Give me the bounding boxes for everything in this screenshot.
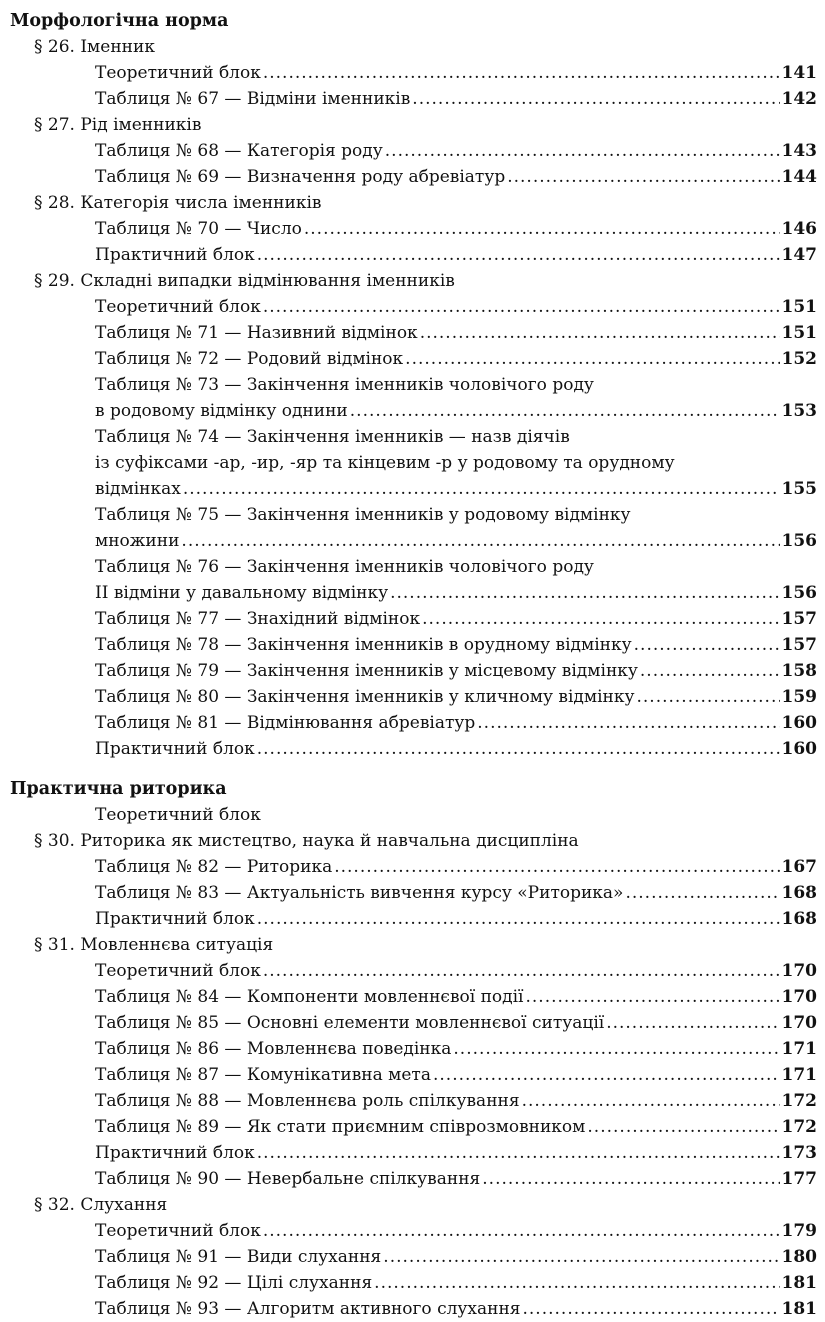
dot-leader [422, 606, 779, 632]
toc-section-heading [10, 776, 817, 802]
toc-entry [10, 424, 817, 450]
toc-entry [10, 1010, 817, 1036]
toc-entry-title: Таблиця № 85 — Основні елементи мовленнєвої ситуації [95, 1013, 605, 1033]
toc-entry-title: Таблиця № 81 — Відмінювання абревіатур [95, 713, 476, 733]
toc-entry-title: Таблиця № 78 — Закінчення іменників в орудному відмінку [95, 635, 632, 655]
toc-entry-title: Теоретичний блок [95, 1221, 261, 1241]
toc-entry-title: множини [95, 531, 180, 551]
toc-page-number: 141 [781, 63, 817, 83]
toc-page-number: 170 [781, 987, 817, 1007]
dot-leader [405, 346, 779, 372]
toc-entry [10, 320, 817, 346]
toc-entry [10, 294, 817, 320]
dot-leader [385, 138, 780, 164]
toc-entry-title: Таблиця № 69 — Визначення роду абревіатур [95, 167, 506, 187]
toc-page-number: 160 [781, 739, 817, 759]
toc-entry-title: Таблиця № 86 — Мовленнєва поведінка [95, 1039, 452, 1059]
toc-entry-title: ІІ відміни у давальному відмінку [95, 583, 389, 603]
toc-page-number: 146 [781, 219, 817, 239]
toc-paragraph-heading [10, 34, 817, 60]
toc-entry-title: § 32. Слухання [34, 1195, 168, 1215]
toc-page-number: 142 [781, 89, 817, 109]
dot-leader [507, 164, 779, 190]
toc-entry-title: Практичний блок [95, 245, 255, 265]
toc-entry [10, 216, 817, 242]
toc-entry-title: Теоретичний блок [95, 961, 261, 981]
dot-leader [636, 684, 779, 710]
toc-entry [10, 580, 817, 606]
toc-entry-title: Теоретичний блок [95, 805, 261, 825]
toc-entry [10, 60, 817, 86]
toc-entry [10, 372, 817, 398]
toc-entry [10, 450, 817, 476]
toc-entry [10, 1166, 817, 1192]
toc-entry-title: Практичний блок [95, 909, 255, 929]
dot-leader [477, 710, 779, 736]
dot-leader [263, 60, 780, 86]
dot-leader [257, 242, 780, 268]
toc-entry-title: Таблиця № 80 — Закінчення іменників у кличному відмінку [95, 687, 635, 707]
dot-leader [420, 320, 780, 346]
toc-entry [10, 1270, 817, 1296]
toc-entry [10, 242, 817, 268]
toc-entry [10, 502, 817, 528]
toc-page-number: 160 [781, 713, 817, 733]
toc-entry [10, 710, 817, 736]
toc-entry-title: Таблиця № 79 — Закінчення іменників у місцевому відмінку [95, 661, 638, 681]
toc-entry [10, 1036, 817, 1062]
toc-page-number: 171 [781, 1065, 817, 1085]
toc-page-number: 180 [781, 1247, 817, 1267]
toc-page-number: 181 [781, 1273, 817, 1293]
toc-entry [10, 1062, 817, 1088]
toc-page-number: 172 [781, 1117, 817, 1137]
toc-entry-title: в родовому відмінку однини [95, 401, 348, 421]
toc-entry-title: Таблиця № 70 — Число [95, 219, 302, 239]
toc-page-number: 151 [781, 297, 817, 317]
toc-entry [10, 658, 817, 684]
toc-entry [10, 528, 817, 554]
toc-entry-title: Таблиця № 67 — Відміни іменників [95, 89, 411, 109]
toc-entry-title: Таблиця № 92 — Цілі слухання [95, 1273, 373, 1293]
toc-page-number: 167 [781, 857, 817, 877]
toc-entry-title: § 31. Мовленнєва ситуація [34, 935, 274, 955]
toc-paragraph-heading [10, 932, 817, 958]
dot-leader [334, 854, 779, 880]
toc-paragraph-heading [10, 190, 817, 216]
dot-leader [257, 736, 780, 762]
dot-leader [412, 86, 779, 112]
dot-leader [263, 1218, 780, 1244]
dot-leader [453, 1036, 779, 1062]
dot-leader [606, 1010, 779, 1036]
toc-entry-title: із суфіксами -ар, -ир, -яр та кінцевим -р у родовому та орудному [95, 453, 675, 473]
toc-entry [10, 86, 817, 112]
dot-leader [390, 580, 779, 606]
toc-page-number: 152 [781, 349, 817, 369]
dot-leader [640, 658, 780, 684]
toc-page-number: 157 [781, 609, 817, 629]
toc-page-number: 181 [781, 1299, 817, 1319]
toc-page-number: 179 [781, 1221, 817, 1241]
toc-entry-title: Таблиця № 76 — Закінчення іменників чоловічого роду [95, 557, 594, 577]
toc-page-number: 144 [781, 167, 817, 187]
toc-page-number: 157 [781, 635, 817, 655]
dot-leader [625, 880, 779, 906]
toc-page-number: 168 [781, 883, 817, 903]
toc-entry-title: Теоретичний блок [95, 297, 261, 317]
toc-page-number: 151 [781, 323, 817, 343]
dot-leader [304, 216, 780, 242]
toc-page-number: 143 [781, 141, 817, 161]
dot-leader [523, 1296, 780, 1322]
toc-entry-title: § 29. Складні випадки відмінювання іменників [34, 271, 455, 291]
toc-page-number: 173 [781, 1143, 817, 1163]
toc-entry [10, 632, 817, 658]
toc-entry [10, 854, 817, 880]
toc-entry-title: Таблиця № 87 — Комунікативна мета [95, 1065, 431, 1085]
toc-entry [10, 398, 817, 424]
toc-page-number: 177 [781, 1169, 817, 1189]
dot-leader [526, 984, 780, 1010]
toc-entry-title: Таблиця № 71 — Називний відмінок [95, 323, 418, 343]
dot-leader [181, 528, 779, 554]
dot-leader [263, 958, 780, 984]
dot-leader [587, 1114, 779, 1140]
toc-page-number: 156 [781, 531, 817, 551]
toc-page-number: 168 [781, 909, 817, 929]
toc-entry [10, 736, 817, 762]
toc-entry [10, 1114, 817, 1140]
toc-entry-title: Таблиця № 68 — Категорія роду [95, 141, 383, 161]
toc-entry-title: Таблиця № 91 — Види слухання [95, 1247, 382, 1267]
toc-entry [10, 1296, 817, 1322]
toc-entry-title: Таблиця № 90 — Невербальне спілкування [95, 1169, 481, 1189]
toc-entry-title: відмінках [95, 479, 181, 499]
toc-paragraph-heading [10, 112, 817, 138]
toc-entry-title: § 26. Іменник [34, 37, 155, 57]
dot-leader [433, 1062, 780, 1088]
dot-leader [383, 1244, 779, 1270]
dot-leader [522, 1088, 780, 1114]
dot-leader [634, 632, 780, 658]
toc-entry [10, 1244, 817, 1270]
toc-entry-title: Практична риторика [10, 779, 227, 799]
toc-entry-title: Таблиця № 82 — Риторика [95, 857, 333, 877]
toc-entry-title: Морфологічна норма [10, 11, 229, 31]
toc-entry [10, 1088, 817, 1114]
toc-page-number: 170 [781, 961, 817, 981]
toc-entry [10, 1218, 817, 1244]
toc-entry-title: Таблиця № 89 — Як стати приємним співрозмовником [95, 1117, 586, 1137]
toc-entry [10, 476, 817, 502]
toc-entry [10, 606, 817, 632]
toc-entry-title: Теоретичний блок [95, 63, 261, 83]
toc-entry [10, 880, 817, 906]
dot-leader [257, 906, 780, 932]
toc-entry [10, 802, 817, 828]
toc-entry-title: Таблиця № 75 — Закінчення іменників у родовому відмінку [95, 505, 631, 525]
toc-entry-title: Таблиця № 83 — Актуальність вивчення курсу «Риторика» [95, 883, 624, 903]
toc-entry [10, 164, 817, 190]
toc-page-number: 155 [781, 479, 817, 499]
toc-page-number: 172 [781, 1091, 817, 1111]
toc-paragraph-heading [10, 268, 817, 294]
toc-entry-title: Таблиця № 74 — Закінчення іменників — назв діячів [95, 427, 570, 447]
toc-entry-title: § 30. Риторика як мистецтво, наука й навчальна дисципліна [34, 831, 579, 851]
toc-entry-title: Таблиця № 73 — Закінчення іменників чоловічого роду [95, 375, 594, 395]
toc-entry [10, 684, 817, 710]
toc-entry [10, 984, 817, 1010]
toc-entry-title: Таблиця № 88 — Мовленнєва роль спілкування [95, 1091, 520, 1111]
dot-leader [374, 1270, 779, 1296]
dot-leader [350, 398, 780, 424]
toc-entry [10, 346, 817, 372]
toc-paragraph-heading [10, 1192, 817, 1218]
toc-entry [10, 906, 817, 932]
toc-section-heading [10, 8, 817, 34]
toc-page-number: 147 [781, 245, 817, 265]
toc-page-number: 159 [781, 687, 817, 707]
toc-page-number: 153 [781, 401, 817, 421]
dot-leader [183, 476, 780, 502]
toc-entry-title: Таблиця № 77 — Знахідний відмінок [95, 609, 421, 629]
toc-entry-title: Таблиця № 72 — Родовий відмінок [95, 349, 404, 369]
toc-page-number: 170 [781, 1013, 817, 1033]
toc-entry-title: § 27. Рід іменників [34, 115, 202, 135]
toc-entry-title: Практичний блок [95, 739, 255, 759]
toc-entry [10, 958, 817, 984]
toc-page-number: 156 [781, 583, 817, 603]
dot-leader [263, 294, 780, 320]
toc-entry-title: Таблиця № 84 — Компоненти мовленнєвої події [95, 987, 524, 1007]
dot-leader [257, 1140, 780, 1166]
dot-leader [482, 1166, 779, 1192]
toc-entry [10, 138, 817, 164]
toc-entry [10, 554, 817, 580]
toc-page-number: 158 [781, 661, 817, 681]
toc-page-number: 171 [781, 1039, 817, 1059]
toc-entry [10, 1140, 817, 1166]
toc-entry-title: Таблиця № 93 — Алгоритм активного слухання [95, 1299, 521, 1319]
toc-entry-title: § 28. Категорія числа іменників [34, 193, 322, 213]
toc-paragraph-heading [10, 828, 817, 854]
toc-entry-title: Практичний блок [95, 1143, 255, 1163]
